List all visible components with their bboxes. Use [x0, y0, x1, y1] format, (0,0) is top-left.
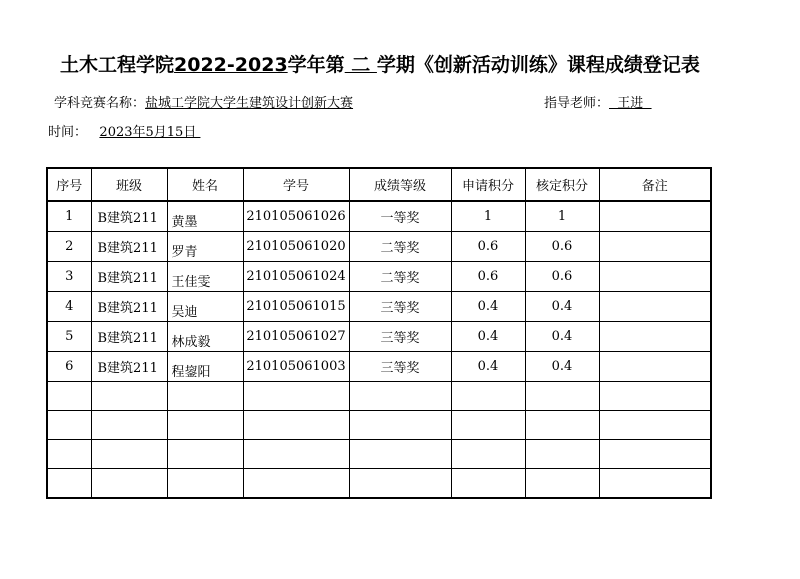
- cell-class: B建筑211: [91, 352, 167, 382]
- empty-cell: [525, 469, 599, 499]
- col-header-no: 序号: [47, 168, 91, 201]
- title-suffix: 学期《创新活动训练》课程成绩登记表: [376, 54, 700, 76]
- cell-approved: 0.4: [525, 352, 599, 382]
- title-year: 2022-2023: [174, 54, 288, 76]
- empty-cell: [47, 382, 91, 411]
- empty-cell: [167, 440, 243, 469]
- col-header-approved: 核定积分: [525, 168, 599, 201]
- empty-cell: [451, 382, 525, 411]
- empty-cell: [167, 411, 243, 440]
- empty-cell: [525, 382, 599, 411]
- cell-id: 210105061027: [243, 322, 349, 352]
- cell-approved: 0.6: [525, 232, 599, 262]
- cell-id: 210105061015: [243, 292, 349, 322]
- date-label: 时间：: [48, 125, 88, 140]
- empty-cell: [47, 411, 91, 440]
- grade-table: [46, 167, 712, 499]
- cell-apply: 0.4: [451, 292, 525, 322]
- cell-apply: 1: [451, 201, 525, 232]
- cell-class: B建筑211: [91, 322, 167, 352]
- empty-cell: [91, 411, 167, 440]
- empty-cell: [167, 382, 243, 411]
- cell-grade: 三等奖: [349, 322, 451, 352]
- empty-cell: [451, 411, 525, 440]
- competition-line: [54, 92, 353, 111]
- cell-grade: 三等奖: [349, 292, 451, 322]
- empty-cell: [91, 469, 167, 499]
- date-line: [48, 121, 200, 140]
- empty-cell: [47, 469, 91, 499]
- cell-apply: 0.4: [451, 322, 525, 352]
- cell-no: 1: [47, 201, 91, 232]
- cell-grade: 二等奖: [349, 232, 451, 262]
- cell-grade: 二等奖: [349, 262, 451, 292]
- cell-approved: 0.4: [525, 292, 599, 322]
- cell-grade: 三等奖: [349, 352, 451, 382]
- empty-cell: [599, 411, 711, 440]
- title-prefix: 土木工程学院: [60, 54, 175, 76]
- cell-note: [599, 201, 711, 232]
- cell-no: 4: [47, 292, 91, 322]
- competition-value: 盐城工学院大学生建筑设计创新大赛: [145, 96, 354, 111]
- date-value: 2023年5月15日: [99, 125, 201, 140]
- col-header-id: 学号: [243, 168, 349, 201]
- cell-no: 6: [47, 352, 91, 382]
- cell-name: 程鋆阳: [167, 352, 243, 382]
- cell-class: B建筑211: [91, 262, 167, 292]
- col-header-grade: 成绩等级: [349, 168, 451, 201]
- cell-name: 林成毅: [167, 322, 243, 352]
- cell-id: 210105061020: [243, 232, 349, 262]
- teacher-label: 指导老师：: [544, 96, 610, 111]
- cell-id: 210105061003: [243, 352, 349, 382]
- empty-cell: [91, 440, 167, 469]
- empty-table-row: [47, 382, 711, 411]
- cell-grade: 一等奖: [349, 201, 451, 232]
- cell-apply: 0.6: [451, 262, 525, 292]
- cell-class: B建筑211: [91, 292, 167, 322]
- cell-note: [599, 352, 711, 382]
- cell-apply: 0.6: [451, 232, 525, 262]
- cell-class: B建筑211: [91, 201, 167, 232]
- cell-name: 黄墨: [167, 201, 243, 232]
- table-body: [47, 201, 711, 498]
- cell-note: [599, 322, 711, 352]
- cell-approved: 1: [525, 201, 599, 232]
- col-header-class: 班级: [91, 168, 167, 201]
- empty-cell: [451, 469, 525, 499]
- cell-no: 3: [47, 262, 91, 292]
- table-row: [47, 232, 711, 262]
- table-row: [47, 322, 711, 352]
- cell-no: 5: [47, 322, 91, 352]
- empty-table-row: [47, 469, 711, 499]
- table-row: [47, 352, 711, 382]
- empty-cell: [243, 440, 349, 469]
- cell-class: B建筑211: [91, 232, 167, 262]
- empty-cell: [599, 382, 711, 411]
- table-row: [47, 292, 711, 322]
- cell-approved: 0.6: [525, 262, 599, 292]
- col-header-apply: 申请积分: [451, 168, 525, 201]
- competition-label: 学科竞赛名称：: [54, 96, 146, 111]
- col-header-name: 姓名: [167, 168, 243, 201]
- cell-name: 吴迪: [167, 292, 243, 322]
- cell-name: 罗青: [167, 232, 243, 262]
- empty-cell: [349, 411, 451, 440]
- empty-cell: [47, 440, 91, 469]
- table-row: [47, 201, 711, 232]
- empty-cell: [349, 382, 451, 411]
- empty-cell: [167, 469, 243, 499]
- empty-cell: [451, 440, 525, 469]
- empty-cell: [525, 411, 599, 440]
- empty-cell: [243, 469, 349, 499]
- col-header-note: 备注: [599, 168, 711, 201]
- empty-cell: [525, 440, 599, 469]
- teacher-line: [544, 92, 652, 111]
- cell-no: 2: [47, 232, 91, 262]
- cell-id: 210105061024: [243, 262, 349, 292]
- cell-approved: 0.4: [525, 322, 599, 352]
- cell-note: [599, 292, 711, 322]
- empty-cell: [243, 411, 349, 440]
- cell-name: 王佳雯: [167, 262, 243, 292]
- empty-cell: [349, 469, 451, 499]
- cell-id: 210105061026: [243, 201, 349, 232]
- empty-cell: [599, 469, 711, 499]
- teacher-value: 王进: [609, 96, 652, 111]
- cell-note: [599, 262, 711, 292]
- table-row: [47, 262, 711, 292]
- cell-apply: 0.4: [451, 352, 525, 382]
- empty-table-row: [47, 440, 711, 469]
- page-title: [60, 50, 700, 77]
- title-mid: 学年第: [287, 54, 345, 76]
- empty-cell: [91, 382, 167, 411]
- empty-cell: [349, 440, 451, 469]
- empty-table-row: [47, 411, 711, 440]
- empty-cell: [243, 382, 349, 411]
- title-term: 二: [344, 54, 377, 76]
- empty-cell: [599, 440, 711, 469]
- table-header-row: [47, 168, 711, 201]
- cell-note: [599, 232, 711, 262]
